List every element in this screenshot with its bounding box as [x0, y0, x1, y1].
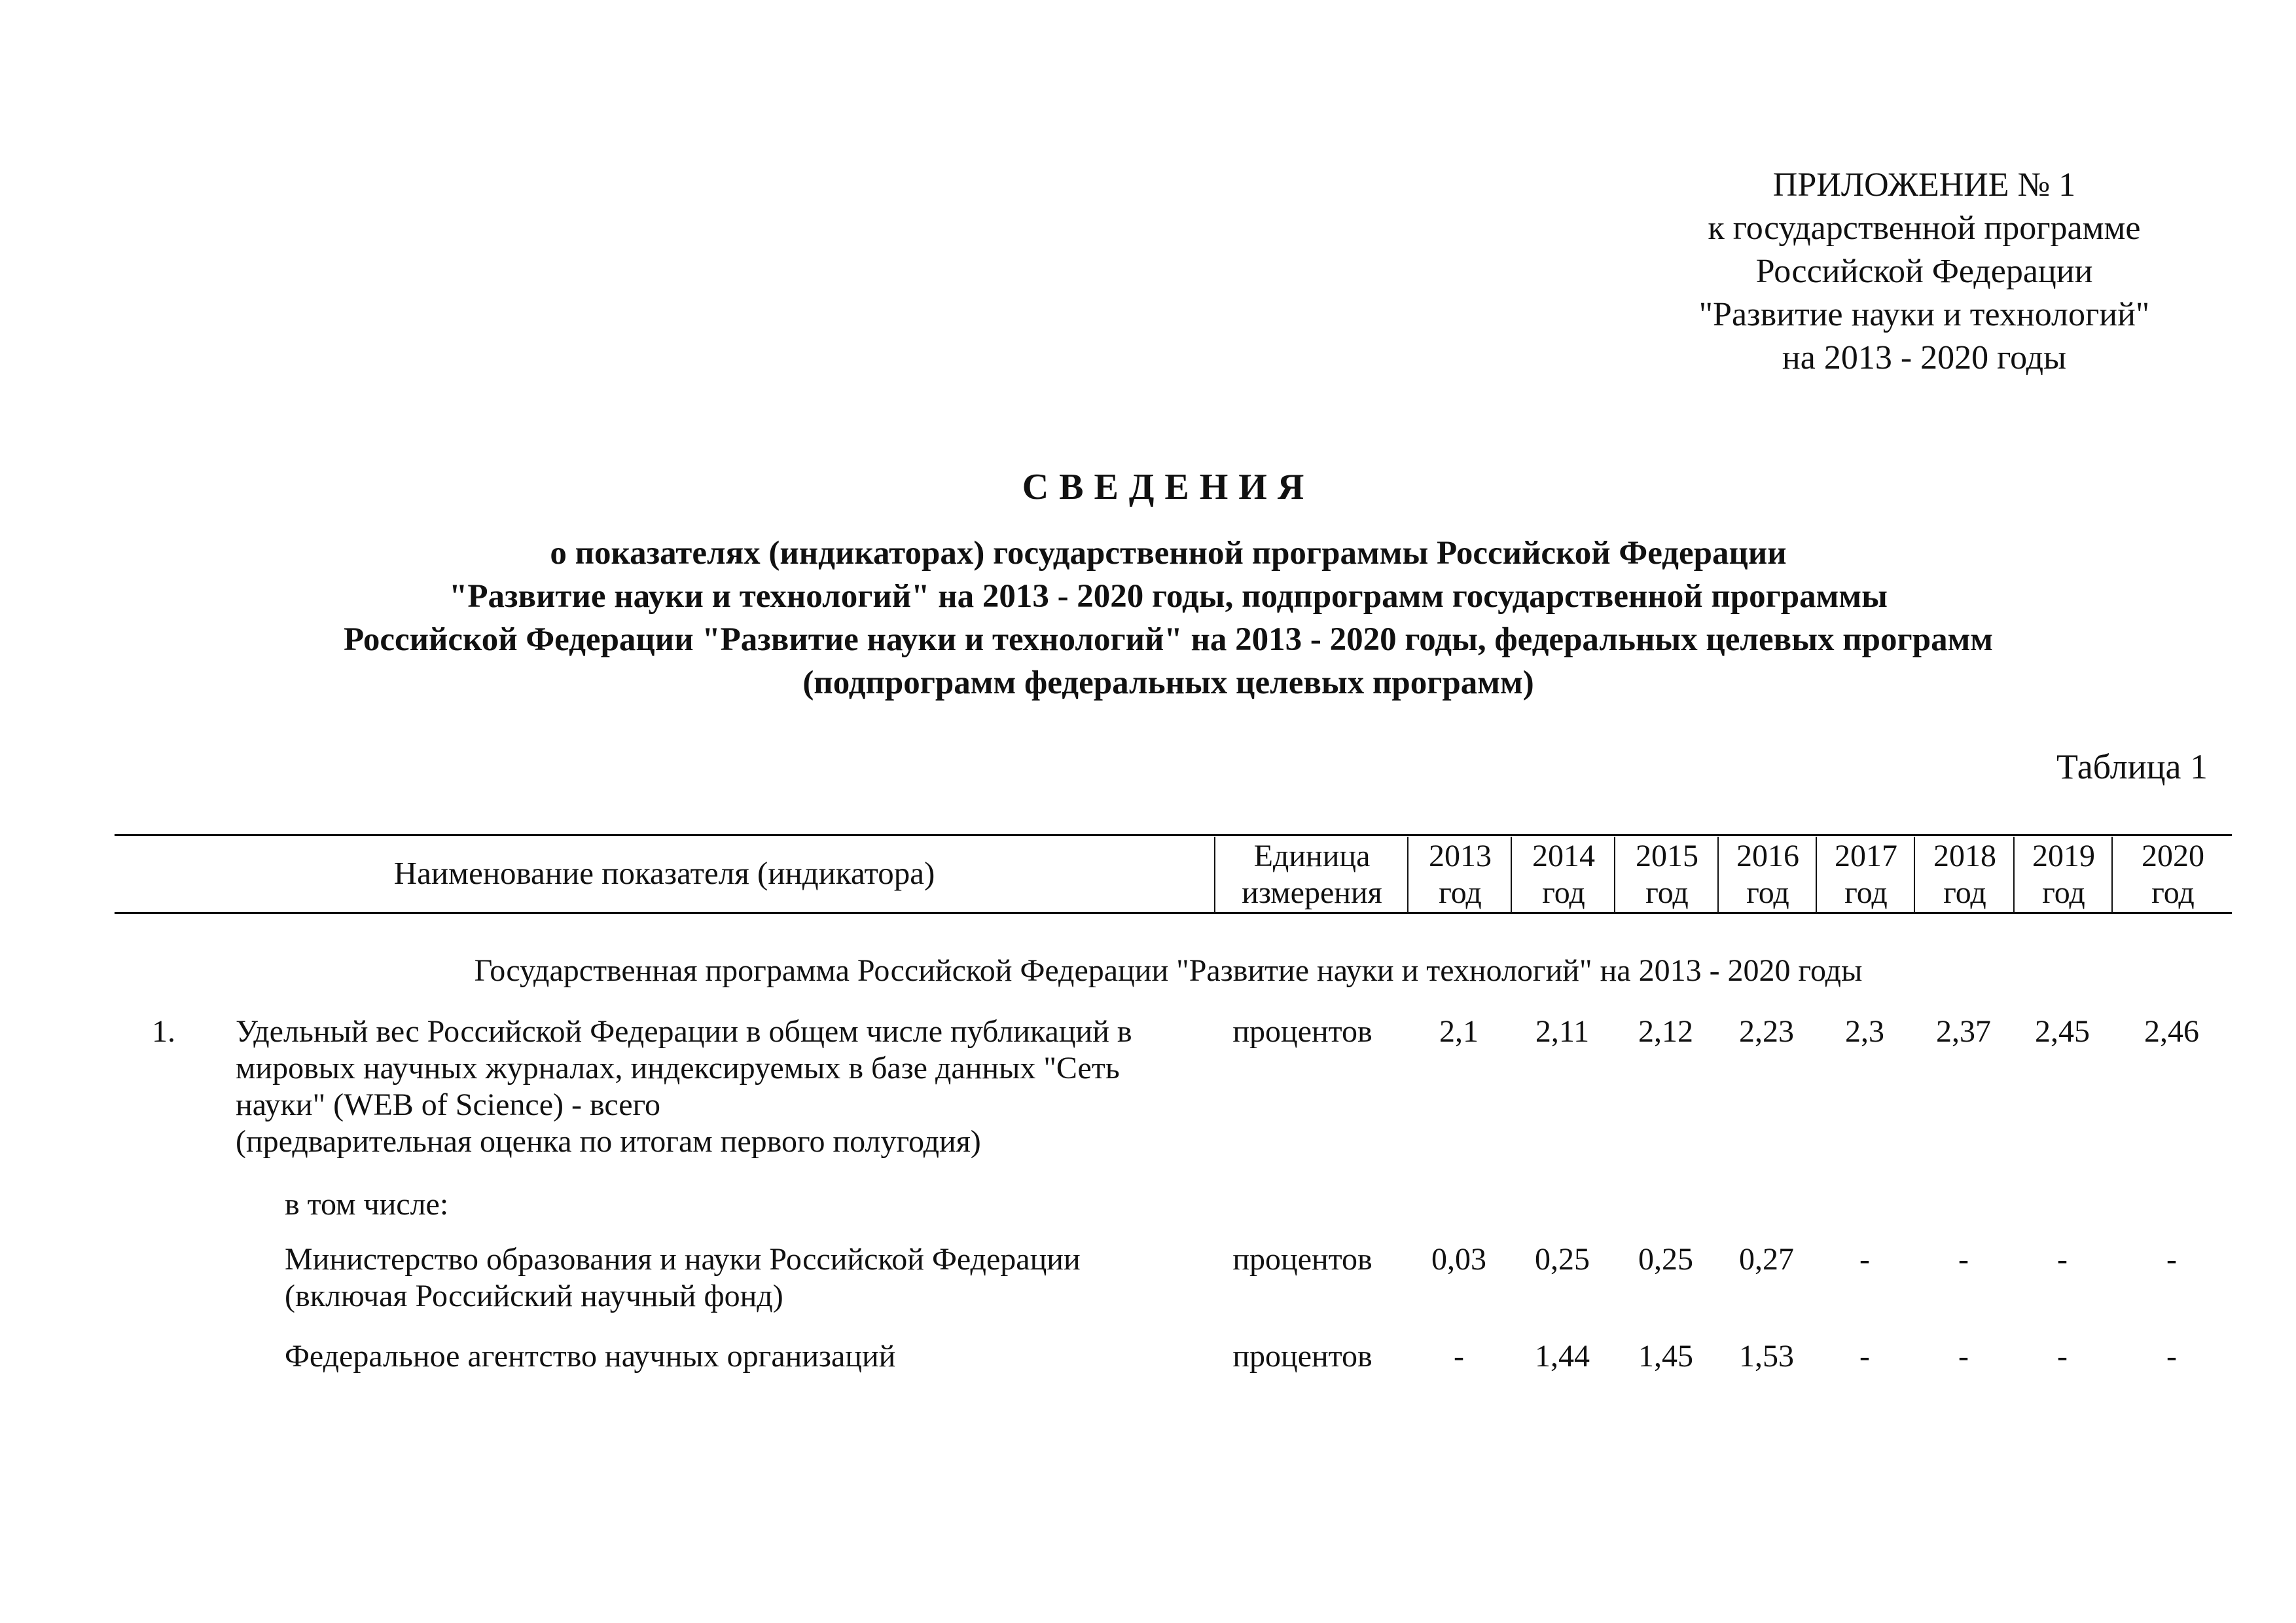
section-title: Государственная программа Российской Федерации "Развитие науки и технологий" на 2013 - 2020 годы	[474, 953, 1863, 988]
row-name-line: науки" (WEB of Science) - всего	[236, 1087, 661, 1122]
row-value-2020: -	[2166, 1339, 2177, 1374]
appendix-line: "Развитие науки и технологий"	[1698, 296, 2150, 333]
row-indicator-name	[285, 1241, 1081, 1315]
row-value-2019: -	[2057, 1339, 2068, 1374]
row-value-2016: 1,53	[1739, 1339, 1794, 1374]
appendix-line: Российской Федерации	[1755, 253, 2093, 290]
document-subtitle	[0, 532, 2296, 704]
header-year-value: 2017	[1835, 839, 1897, 873]
row-value-2017: -	[1859, 1242, 1870, 1277]
header-year-value: 2019	[2032, 839, 2095, 873]
appendix-line: ПРИЛОЖЕНИЕ № 1	[1772, 166, 2076, 204]
header-year-value: 2020	[2142, 839, 2204, 873]
row-value-2013: 0,03	[1431, 1242, 1486, 1277]
row-indicator-name	[285, 1186, 448, 1223]
row-name-line: Федеральное агентство научных организаций	[285, 1339, 896, 1374]
row-value-2017: -	[1859, 1339, 1870, 1374]
header-year-value: 2013	[1429, 839, 1492, 873]
header-year-value: 2018	[1933, 839, 1996, 873]
row-value-2013: -	[1454, 1339, 1464, 1374]
header-year-2016	[1717, 837, 1817, 912]
header-year-suffix: год	[1844, 875, 1888, 910]
row-value-2018: 2,37	[1936, 1014, 1991, 1049]
row-value-2018: -	[1958, 1242, 1969, 1277]
row-indicator-name	[236, 1013, 1132, 1160]
table-top-rule	[115, 834, 2232, 836]
header-year-2013	[1407, 837, 1512, 912]
row-value-2014: 2,11	[1535, 1014, 1590, 1049]
row-value-2013: 2,1	[1439, 1014, 1479, 1049]
header-year-suffix: год	[1746, 875, 1789, 910]
row-unit: процентов	[1232, 1242, 1372, 1277]
header-year-suffix: год	[1439, 875, 1482, 910]
row-name-line: Удельный вес Российской Федерации в общем числе публикаций в	[236, 1014, 1132, 1049]
row-value-2016: 2,23	[1739, 1014, 1794, 1049]
row-value-2015: 0,25	[1638, 1242, 1693, 1277]
row-value-2016: 0,27	[1739, 1242, 1794, 1277]
header-year-suffix: год	[1645, 875, 1689, 910]
subtitle-line: (подпрограмм федеральных целевых программ)	[802, 665, 1534, 701]
header-year-2015	[1614, 837, 1719, 912]
row-value-2017: 2,3	[1845, 1014, 1884, 1049]
row-name-line: (предварительная оценка по итогам первого полугодия)	[236, 1124, 981, 1159]
row-value-2014: 0,25	[1535, 1242, 1590, 1277]
row-value-2018: -	[1958, 1339, 1969, 1374]
row-indicator-name	[285, 1338, 895, 1375]
row-value-2019: -	[2057, 1242, 2068, 1277]
row-value-2020: 2,46	[2144, 1014, 2199, 1049]
subtitle-line: Российской Федерации "Развитие науки и технологий" на 2013 - 2020 годы, федеральных целевых программ	[343, 621, 1994, 658]
row-number: 1.	[152, 1014, 175, 1049]
table-header-bottom-rule	[115, 912, 2232, 914]
header-year-value: 2014	[1532, 839, 1595, 873]
row-unit: процентов	[1232, 1014, 1372, 1049]
header-indicator-name: Наименование показателя (индикатора)	[393, 855, 935, 891]
header-year-suffix: год	[2042, 875, 2085, 910]
appendix-line: к государственной программе	[1708, 210, 2141, 247]
row-value-2014: 1,44	[1535, 1339, 1590, 1374]
header-unit-line2: измерения	[1242, 875, 1382, 910]
header-year-2014	[1511, 837, 1615, 912]
appendix-line: на 2013 - 2020 годы	[1782, 339, 2067, 376]
document-title: СВЕДЕНИЯ	[1022, 467, 1315, 507]
header-year-2017	[1816, 837, 1915, 912]
appendix-header	[1590, 164, 2258, 380]
header-year-suffix: год	[1943, 875, 1986, 910]
row-value-2020: -	[2166, 1242, 2177, 1277]
header-unit	[1214, 837, 1408, 912]
row-value-2015: 2,12	[1638, 1014, 1693, 1049]
row-value-2019: 2,45	[2035, 1014, 2090, 1049]
header-year-value: 2015	[1636, 839, 1698, 873]
header-year-2020	[2111, 837, 2233, 912]
header-year-suffix: год	[2151, 875, 2195, 910]
row-name-line: Министерство образования и науки Российской Федерации	[285, 1242, 1081, 1277]
subtitle-line: о показателях (индикаторах) государственной программы Российской Федерации	[550, 535, 1787, 572]
header-year-2019	[2013, 837, 2113, 912]
row-unit: процентов	[1232, 1339, 1372, 1374]
row-name-line: в том числе:	[285, 1187, 449, 1222]
header-unit-line1: Единица	[1253, 839, 1371, 873]
row-value-2015: 1,45	[1638, 1339, 1693, 1374]
table-label: Таблица 1	[2056, 747, 2208, 786]
subtitle-line: "Развитие науки и технологий" на 2013 - 2020 годы, подпрограмм государственной программы	[449, 578, 1888, 615]
header-year-value: 2016	[1736, 839, 1799, 873]
row-name-line: мировых научных журналах, индексируемых в базе данных "Сеть	[236, 1051, 1120, 1085]
header-year-suffix: год	[1542, 875, 1585, 910]
header-year-2018	[1914, 837, 2015, 912]
row-name-line: (включая Российский научный фонд)	[285, 1279, 783, 1313]
